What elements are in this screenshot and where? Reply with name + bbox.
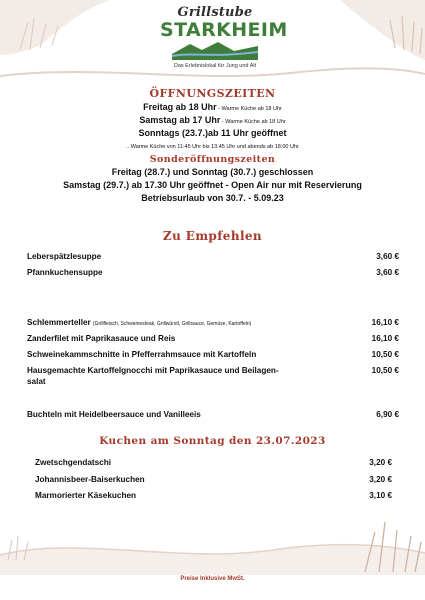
soup-2-price: 3,60 € (376, 268, 399, 277)
hours-friday-kitchen: - Warme Küche ab 18 Uhr (216, 106, 282, 112)
special-hours-heading: Sonderöffnungszeiten (149, 154, 276, 165)
cakes-heading: Kuchen am Sonntag den 23.07.2023 (99, 435, 326, 447)
dessert-name: Buchteln mit Heidelbeersauce und Vanilleeis (27, 410, 201, 419)
hours-saturday-kitchen: - Warme Küche ab 18 Uhr (220, 119, 286, 125)
main-4-name: Hausgemachte Kartoffelgnocchi mit Paprikasauce und Beilagen- (27, 366, 279, 375)
decorative-grass-bottom-left (0, 530, 40, 560)
main-1 (27, 318, 251, 329)
decorative-grass-top-right (340, 0, 425, 60)
cake-1-price: 3,20 € (369, 458, 392, 467)
logo-title: Grillstube (177, 5, 253, 20)
soup-1-name: Leberspätzlesuppe (27, 252, 102, 261)
main-1-desc: (Grillfleisch, Schweinesteak, Grillwürstl, Grillsauce, Gemüse, Kartoffeln) (93, 321, 252, 327)
main-2-price: 16,10 € (371, 334, 399, 343)
opening-hours-heading: ÖFFNUNGSZEITEN (149, 87, 276, 100)
cake-2-price: 3,20 € (369, 475, 392, 484)
soup-1-price: 3,60 € (376, 252, 399, 261)
main-4-price: 10,50 € (371, 366, 399, 375)
hours-saturday (0, 115, 425, 128)
hours-sunday-kitchen: .. Warme Küche von 11:45 Uhr bis 13.45 Uhr und abends ab 18:00 Uhr (126, 144, 299, 150)
logo-tagline: Das Erlebnislokal für Jung und Alt (173, 63, 257, 69)
main-1-price: 16,10 € (371, 318, 399, 327)
hours-saturday-main: Samstag ab 17 Uhr (139, 115, 221, 125)
cake-2-name: Johannisbeer-Baiserkuchen (35, 475, 145, 484)
cake-3-name: Marmorierter Käsekuchen (35, 491, 137, 500)
decorative-grass-bottom-right (345, 512, 425, 572)
main-3-price: 10,50 € (371, 350, 399, 359)
special-line-1: Freitag (28.7.) und Sonntag (30.7.) geschlossen (111, 167, 314, 177)
dessert-price: 6,90 € (376, 410, 399, 419)
hours-friday (0, 102, 425, 115)
footer-note: Preise Inklusive MwSt. (180, 576, 245, 582)
main-1-name: Schlemmerteller (27, 318, 93, 327)
soup-2-name: Pfannkuchensuppe (27, 268, 103, 277)
logo-name: STARKHEIM (160, 19, 288, 41)
cake-3-price: 3,10 € (369, 491, 392, 500)
hours-friday-main: Freitag ab 18 Uhr (143, 102, 217, 112)
main-2-name: Zanderfilet mit Paprikasauce und Reis (27, 334, 176, 343)
hours-sunday: Sonntags (23.7.)ab 11 Uhr geöffnet (138, 128, 287, 138)
special-line-3: Betriebsurlaub von 30.7. - 5.09.23 (141, 193, 284, 203)
special-line-2: Samstag (29.7.) ab 17.30 Uhr geöffnet - Open Air nur mit Reservierung (63, 180, 362, 190)
main-3-name: Schweinekammschnitte in Pfefferrahmsauce mit Kartoffeln (27, 350, 257, 359)
restaurant-logo (160, 5, 288, 78)
main-4-name-cont: salat (27, 377, 46, 386)
cake-1-name: Zwetschgendatschi (35, 458, 111, 467)
decorative-grass-top-left (0, 0, 110, 55)
recommend-heading: Zu Empfehlen (162, 229, 263, 243)
landscape-icon (172, 40, 258, 60)
